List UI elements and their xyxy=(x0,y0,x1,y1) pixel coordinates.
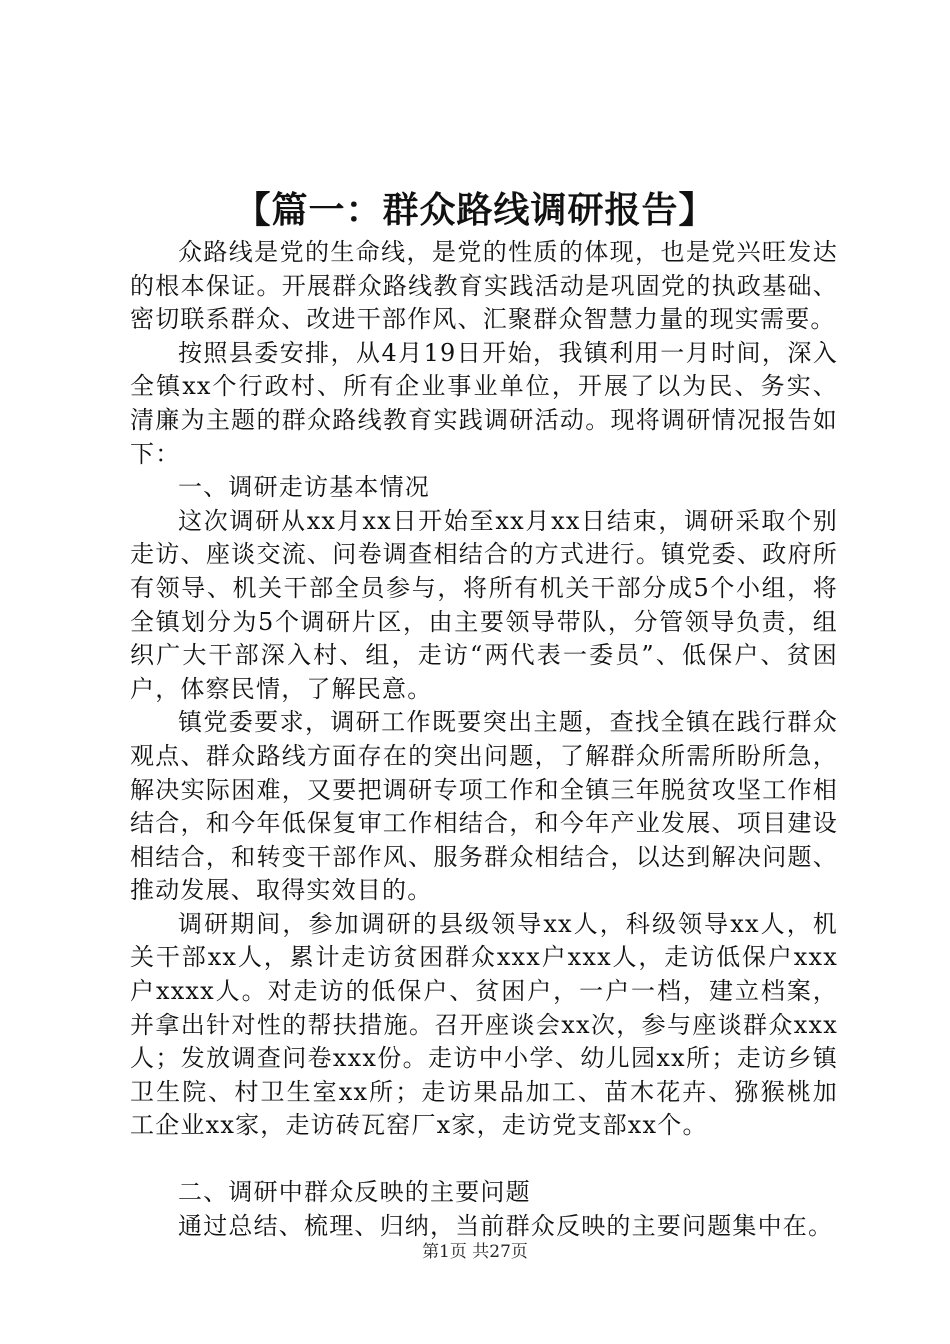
document-title: 【篇一：群众路线调研报告】 xyxy=(234,189,716,231)
paragraph-survey-statistics: 调研期间，参加调研的县级领导xx人，科级领导xx人，机关干部xx人，累计走访贫困群众xxx户xxx人，走访低保户xxx户xxxx人。对走访的低保户、贫困户，一户一档，建立档案，并拿出针对性的帮扶措施。召开座谈会xx次，参与座谈群众xxx人；发放调查问卷xxx份。走访中小学、幼儿园xx所；走访乡镇卫生院、村卫生室xx所；走访果品加工、苗木花卉、猕猴桃加工企业xx家，走访砖瓦窑厂x家，走访党支部xx个。 xyxy=(130,909,838,1140)
paragraph-spacer xyxy=(130,1143,838,1176)
section-heading-1: 一、调研走访基本情况 xyxy=(178,473,430,502)
document-body xyxy=(130,236,838,1243)
paragraph-arrangement: 按照县委安排，从4月19日开始，我镇利用一月时间，深入全镇xx个行政村、所有企业事业单位，开展了以为民、务实、清廉为主题的群众路线教育实践调研活动。现将调研情况报告如下： xyxy=(130,338,838,468)
paragraph-party-requirements: 镇党委要求，调研工作既要突出主题，查找全镇在践行群众观点、群众路线方面存在的突出问题，了解群众所需所盼所急，解决实际困难，又要把调研专项工作和全镇三年脱贫攻坚工作相结合，和今年低保复审工作相结合，和今年产业发展、项目建设相结合，和转变干部作风、服务群众相结合，以达到解决问题、推动发展、取得实效目的。 xyxy=(130,708,838,905)
paragraph-main-issues: 通过总结、梳理、归纳，当前群众反映的主要问题集中在。 xyxy=(178,1211,834,1240)
paragraph-intro: 众路线是党的生命线，是党的性质的体现，也是党兴旺发达的根本保证。开展群众路线教育实践活动是巩固党的执政基础、密切联系群众、改进干部作风、汇聚群众智慧力量的现实需要。 xyxy=(130,238,838,334)
section-heading-2: 二、调研中群众反映的主要问题 xyxy=(178,1178,531,1207)
page-footer: 第1页 共27页 xyxy=(422,1242,528,1262)
paragraph-survey-method: 这次调研从xx月xx日开始至xx月xx日结束，调研采取个别走访、座谈交流、问卷调查相结合的方式进行。镇党委、政府所有领导、机关干部全员参与，将所有机关干部分成5个小组，将全镇划分为5个调研片区，由主要领导带队，分管领导负责，组织广大干部深入村、组，走访“两代表一委员”、低保户、贫困户，体察民情，了解民意。 xyxy=(130,506,838,703)
